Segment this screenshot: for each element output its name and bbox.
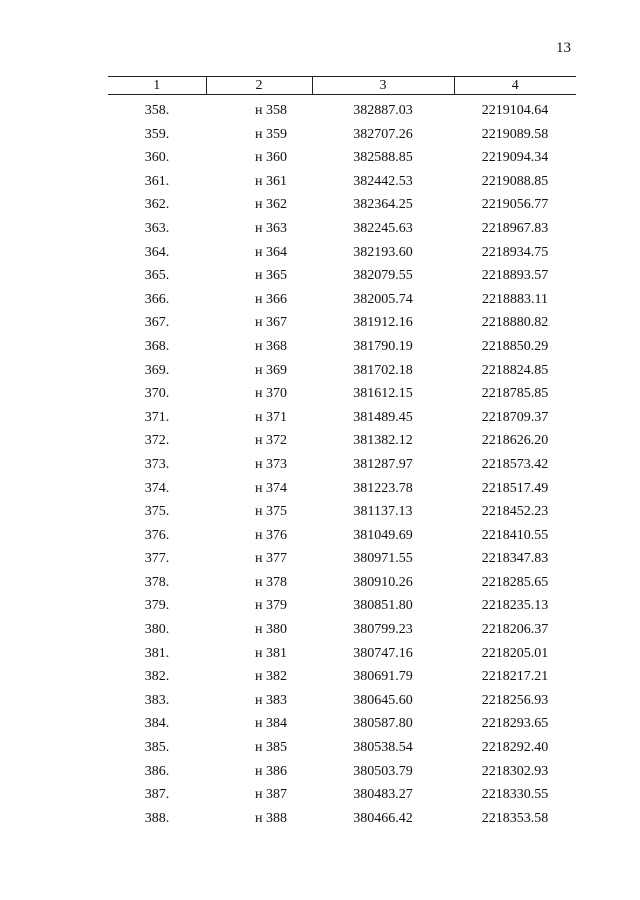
table-row — [108, 665, 576, 689]
point-code: н 367 — [255, 315, 287, 331]
point-number: 367. — [144, 315, 170, 331]
point-number: 375. — [144, 504, 170, 520]
point-code: н 378 — [255, 574, 287, 590]
point-code: н 366 — [255, 291, 287, 307]
coordinate-y: 2218967.83 — [481, 220, 549, 236]
point-number: 377. — [144, 551, 170, 567]
coordinate-x: 381912.16 — [353, 315, 413, 331]
coordinate-y: 2218217.21 — [481, 669, 549, 685]
coordinate-x: 380971.55 — [353, 551, 413, 567]
table-row — [108, 524, 576, 548]
coordinate-y: 2219056.77 — [481, 197, 549, 213]
point-number: 363. — [144, 220, 170, 236]
point-number: 368. — [144, 338, 170, 354]
header-col-4: 4 — [454, 77, 576, 95]
table-row — [108, 241, 576, 265]
point-number: 360. — [144, 150, 170, 166]
coordinate-x: 381790.19 — [353, 338, 413, 354]
point-code: н 363 — [255, 220, 287, 236]
table-row — [108, 359, 576, 383]
point-code: н 385 — [255, 740, 287, 756]
coordinate-x: 381612.15 — [353, 386, 413, 402]
table-row — [108, 288, 576, 312]
coordinate-x: 382005.74 — [353, 291, 413, 307]
coordinate-x: 380910.26 — [353, 574, 413, 590]
coordinates-table — [108, 76, 576, 830]
point-code: н 374 — [255, 480, 287, 496]
coordinate-y: 2218934.75 — [481, 244, 549, 260]
table-row — [108, 146, 576, 170]
coordinate-x: 381137.13 — [353, 504, 413, 520]
table-row — [108, 477, 576, 501]
coordinate-x: 382442.53 — [353, 173, 413, 189]
point-code: н 364 — [255, 244, 287, 260]
coordinate-y: 2219104.64 — [481, 103, 549, 118]
coordinate-x: 380503.79 — [353, 763, 413, 779]
coordinate-y: 2218347.83 — [481, 551, 549, 567]
table-row — [108, 217, 576, 241]
point-code: н 359 — [255, 126, 287, 142]
coordinate-y: 2219088.85 — [481, 173, 549, 189]
coordinate-x: 381223.78 — [353, 480, 413, 496]
point-code: н 369 — [255, 362, 287, 378]
table-row — [108, 500, 576, 524]
coordinate-x: 381702.18 — [353, 362, 413, 378]
table-row — [108, 170, 576, 194]
point-code: н 379 — [255, 598, 287, 614]
coordinate-y: 2218302.93 — [481, 763, 549, 779]
point-number: 371. — [144, 409, 170, 425]
header-col-2: 2 — [206, 77, 312, 95]
coordinate-y: 2218452.23 — [481, 504, 549, 520]
table-header — [108, 77, 576, 95]
point-number: 372. — [144, 433, 170, 449]
table-row — [108, 571, 576, 595]
point-code: н 358 — [255, 103, 287, 118]
point-code: н 384 — [255, 716, 287, 732]
coordinate-y: 2218573.42 — [481, 456, 549, 472]
coordinate-x: 381382.12 — [353, 433, 413, 449]
coordinate-x: 382707.26 — [353, 126, 413, 142]
coordinate-y: 2218293.65 — [481, 716, 549, 732]
coordinate-y: 2218206.37 — [481, 622, 549, 638]
table-row — [108, 712, 576, 736]
coordinate-x: 380747.16 — [353, 645, 413, 661]
point-number: 385. — [144, 740, 170, 756]
point-number: 378. — [144, 574, 170, 590]
point-code: н 381 — [255, 645, 287, 661]
coordinate-x: 380851.80 — [353, 598, 413, 614]
coordinate-y: 2219094.34 — [481, 150, 549, 166]
table-row — [108, 594, 576, 618]
table-row — [108, 760, 576, 784]
point-code: н 362 — [255, 197, 287, 213]
coordinate-x: 382193.60 — [353, 244, 413, 260]
page-number: 13 — [556, 40, 571, 56]
header-row — [108, 77, 576, 95]
point-code: н 373 — [255, 456, 287, 472]
point-code: н 377 — [255, 551, 287, 567]
coordinate-y: 2218883.11 — [482, 291, 548, 307]
table-row — [108, 642, 576, 666]
point-number: 366. — [144, 291, 170, 307]
table-row — [108, 382, 576, 406]
coordinate-x: 380691.79 — [353, 669, 413, 685]
table-row — [108, 618, 576, 642]
coordinate-y: 2218785.85 — [481, 386, 549, 402]
coordinate-x: 382364.25 — [353, 197, 413, 213]
point-number: 359. — [144, 126, 170, 142]
point-number: 382. — [144, 669, 170, 685]
table-row — [108, 429, 576, 453]
coordinate-x: 382245.63 — [353, 220, 413, 236]
coordinate-y: 2218330.55 — [481, 787, 549, 803]
coordinate-y: 2218353.58 — [481, 810, 549, 826]
coordinate-y: 2218410.55 — [481, 527, 549, 543]
point-number: 380. — [144, 622, 170, 638]
coordinate-x: 381489.45 — [353, 409, 413, 425]
point-code: н 372 — [255, 433, 287, 449]
point-number: 361. — [144, 173, 170, 189]
table-row — [108, 123, 576, 147]
point-code: н 370 — [255, 386, 287, 402]
point-number: 376. — [144, 527, 170, 543]
coordinate-x: 381049.69 — [353, 527, 413, 543]
coordinate-y: 2219089.58 — [481, 126, 549, 142]
table-body — [108, 95, 576, 831]
point-number: 370. — [144, 386, 170, 402]
point-code: н 365 — [255, 268, 287, 284]
coordinate-y: 2218256.93 — [481, 692, 549, 708]
point-code: н 380 — [255, 622, 287, 638]
table-row — [108, 689, 576, 713]
point-number: 379. — [144, 598, 170, 614]
point-number: 358. — [144, 103, 170, 118]
coordinate-y: 2218517.49 — [481, 480, 549, 496]
coordinate-x: 382588.85 — [353, 150, 413, 166]
point-code: н 376 — [255, 527, 287, 543]
table-row — [108, 311, 576, 335]
point-number: 381. — [144, 645, 170, 661]
coordinates-table-container — [108, 76, 576, 830]
table-row — [108, 783, 576, 807]
coordinate-x: 380587.80 — [353, 716, 413, 732]
point-number: 364. — [144, 244, 170, 260]
table-row — [108, 453, 576, 477]
point-number: 383. — [144, 692, 170, 708]
point-number: 387. — [144, 787, 170, 803]
header-col-3: 3 — [312, 77, 454, 95]
point-code: н 387 — [255, 787, 287, 803]
coordinate-y: 2218626.20 — [481, 433, 549, 449]
coordinate-y: 2218824.85 — [481, 362, 549, 378]
header-col-1: 1 — [108, 77, 206, 95]
coordinate-y: 2218709.37 — [481, 409, 549, 425]
point-code: н 388 — [255, 810, 287, 826]
table-row — [108, 736, 576, 760]
coordinate-x: 380645.60 — [353, 692, 413, 708]
point-code: н 371 — [255, 409, 287, 425]
coordinate-x: 382887.03 — [353, 103, 413, 118]
point-number: 365. — [144, 268, 170, 284]
table-row — [108, 264, 576, 288]
coordinate-x: 380483.27 — [353, 787, 413, 803]
point-code: н 360 — [255, 150, 287, 166]
point-number: 373. — [144, 456, 170, 472]
table-row — [108, 406, 576, 430]
coordinate-y: 2218292.40 — [481, 740, 549, 756]
point-number: 384. — [144, 716, 170, 732]
point-code: н 361 — [255, 173, 287, 189]
coordinate-x: 381287.97 — [353, 456, 413, 472]
table-row — [108, 99, 576, 123]
point-number: 362. — [144, 197, 170, 213]
point-number: 386. — [144, 763, 170, 779]
table-row — [108, 335, 576, 359]
coordinate-x: 380466.42 — [353, 810, 413, 826]
coordinate-x: 382079.55 — [353, 268, 413, 284]
table-row — [108, 547, 576, 571]
coordinate-y: 2218880.82 — [481, 315, 549, 331]
point-number: 374. — [144, 480, 170, 496]
point-code: н 382 — [255, 669, 287, 685]
coordinate-x: 380538.54 — [353, 740, 413, 756]
coordinate-y: 2218893.57 — [481, 268, 549, 284]
coordinate-y: 2218850.29 — [481, 338, 549, 354]
point-code: н 386 — [255, 763, 287, 779]
point-code: н 368 — [255, 338, 287, 354]
point-number: 388. — [144, 810, 170, 826]
table-row — [108, 193, 576, 217]
coordinate-x: 380799.23 — [353, 622, 413, 638]
coordinate-y: 2218205.01 — [481, 645, 549, 661]
coordinate-y: 2218235.13 — [481, 598, 549, 614]
point-code: н 383 — [255, 692, 287, 708]
point-number: 369. — [144, 362, 170, 378]
coordinate-y: 2218285.65 — [481, 574, 549, 590]
point-code: н 375 — [255, 504, 287, 520]
table-row — [108, 807, 576, 831]
